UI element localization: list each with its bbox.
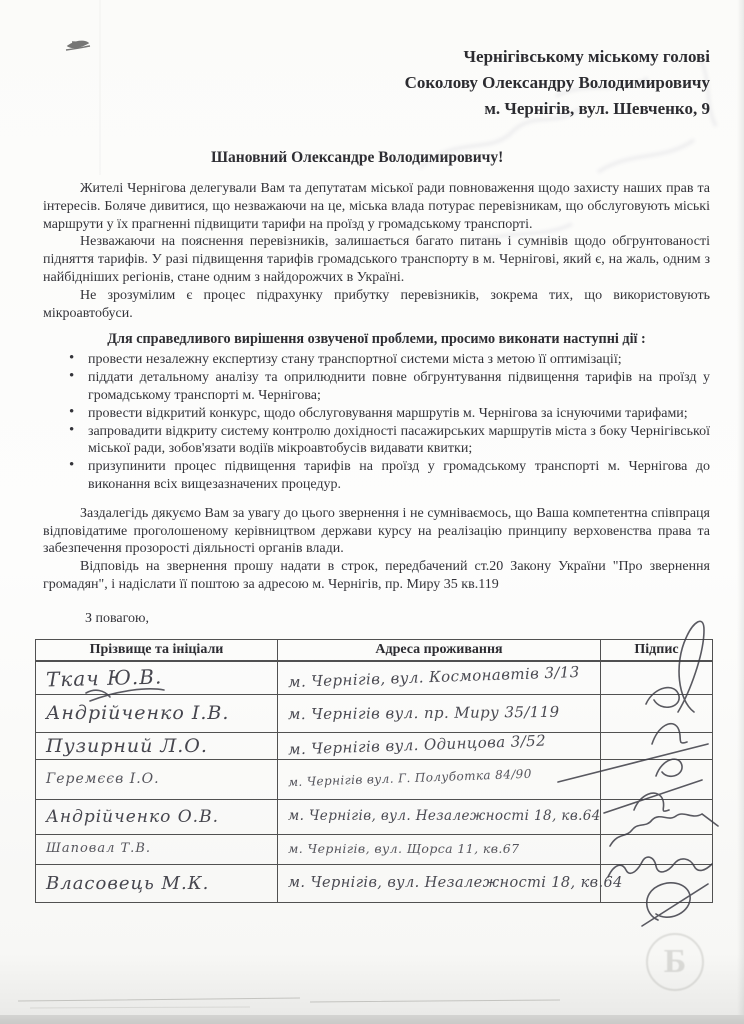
table-row bbox=[36, 759, 713, 799]
address-cell bbox=[278, 759, 601, 799]
scan-bottom-edge bbox=[0, 1015, 744, 1024]
demand-item: • провести незалежну експертизу стану транспортної системи міста з метою її оптимізації; bbox=[67, 351, 710, 369]
signature-cell bbox=[601, 694, 713, 732]
recipient-line: Соколову Олександру Володимировичу bbox=[404, 73, 710, 92]
table-row bbox=[36, 864, 713, 902]
paragraph: Заздалегідь дякуємо Вам за увагу до цього звернення і не сумніваємось, що Ваша компетентна співпраця відповідатиме проголошеному керівництвом держави курсу на реалізацію принципу верховенства права та забезпечення прозорості діяльності органів влади. bbox=[43, 505, 710, 557]
handwritten-address: м. Чернігів вул. Г. Полуботка 84/90 bbox=[287, 766, 532, 790]
address-cell bbox=[278, 799, 601, 834]
name-cell bbox=[36, 661, 278, 694]
salutation: Шановний Олександре Володимировичу! bbox=[211, 149, 504, 166]
address-cell bbox=[278, 694, 601, 732]
handwritten-name: Андрійченко І.В. bbox=[46, 702, 230, 725]
signature-cell bbox=[601, 799, 713, 834]
signature-cell bbox=[601, 834, 713, 864]
address-cell bbox=[278, 834, 601, 864]
address-cell bbox=[278, 864, 623, 902]
handwritten-address: м. Чернігів, вул. Незалежності 18, кв.64 bbox=[288, 874, 623, 891]
demands-list bbox=[43, 351, 710, 493]
handwritten-address: м. Чернігів вул. Одинцова 3/52 bbox=[287, 731, 547, 759]
name-cell bbox=[36, 732, 278, 759]
demand-item: • піддати детальному аналізу та оприлюднити повне обгрунтування підвищення тарифів на проїзд у громадському транспорті м. Чернігова; bbox=[67, 369, 710, 405]
signature-cell bbox=[601, 661, 713, 694]
column-header-signature: Підпис bbox=[601, 639, 713, 661]
handwritten-name: Геремєєв І.О. bbox=[46, 770, 160, 787]
handwritten-name: Андрійченко О.В. bbox=[46, 806, 219, 827]
table-row bbox=[36, 661, 713, 694]
name-cell bbox=[36, 799, 278, 834]
recipient-line: м. Чернігів, вул. Шевченко, 9 bbox=[484, 99, 710, 118]
table-row bbox=[36, 799, 713, 834]
name-cell bbox=[36, 834, 278, 864]
demands-heading: Для справедливого вирішення озвученої проблеми, просимо виконати наступні дії : bbox=[107, 331, 646, 348]
fold-lines bbox=[18, 998, 560, 1008]
paragraph: Незважаючи на пояснення перевізників, залишається багато питань і сумнівів щодо обгрунтованості підняття тарифів. У разі підвищення тарифів громадського транспорту в м. Чернігові, який є, на жаль, одним з найбідніших регіонів, стане одним з найдорожчих в Україні. bbox=[43, 234, 710, 285]
signature-table bbox=[35, 639, 713, 903]
handwritten-address: м. Чернігів, вул. Щорса 11, кв.67 bbox=[288, 840, 520, 856]
table-row bbox=[36, 694, 713, 732]
recipient-block bbox=[43, 0, 710, 122]
paragraph: Відповідь на звернення прошу надати в строк, передбачений ст.20 Закону України "Про звернення громадян", і надіслати її поштою за адресою м. Чернігів, пр. Миру 35 кв.119 bbox=[43, 559, 710, 592]
handwritten-name: Пузирний Л.О. bbox=[46, 734, 208, 757]
handwritten-address: м. Чернігів, вул. Незалежності 18, кв.64 bbox=[288, 808, 601, 825]
recipient-line: Чернігівському міському голові bbox=[463, 47, 710, 66]
table-row bbox=[36, 834, 713, 864]
address-cell bbox=[278, 732, 601, 759]
demand-item: • провести відкритий конкурс, щодо обслуговування маршрутів м. Чернігова за існуючими тарифами; bbox=[67, 405, 710, 423]
paragraph: Жителі Чернігова делегували Вам та депутатам міської ради повноваження щодо захисту наших прав та інтересів. Боляче дивитися, що незважаючи на це, міська влада потурає перевізникам, що обслуговують міські маршрути у їх прагненні підвищити тарифи на проїзд у громадському транспорті. bbox=[43, 181, 710, 232]
demand-item: • запровадити відкриту систему контролю дохідності пасажирських маршрутів міста з боку Чернігівської міської ради, зобов'язати водіїв мікроавтобусів видавати квитки; bbox=[67, 423, 710, 459]
demand-item: • призупинити процес підвищення тарифів на проїзд у громадському транспорті м. Чернігова до виконання всіх вищезазначених процедур. bbox=[67, 458, 710, 494]
table-row bbox=[36, 732, 713, 759]
name-cell bbox=[36, 759, 278, 799]
handwritten-name: Ткач Ю.В. bbox=[45, 664, 163, 692]
handwritten-address: м. Чернігів, вул. Космонавтів 3/13 bbox=[287, 663, 580, 692]
handwritten-name: Власовець М.К. bbox=[46, 872, 210, 894]
handwritten-name: Шаповал Т.В. bbox=[46, 841, 151, 857]
signoff: З повагою, bbox=[85, 610, 149, 626]
column-header-name: Прізвище та ініціали bbox=[36, 639, 278, 661]
paragraph: Не зрозумілим є процес підрахунку прибутку перевізників, зокрема тих, що використовують мікроавтобуси. bbox=[43, 287, 710, 321]
name-cell bbox=[36, 694, 278, 732]
address-cell bbox=[278, 661, 601, 694]
watermark-circle-b: Б bbox=[646, 933, 704, 991]
signature-cell bbox=[601, 732, 713, 759]
table-header-row bbox=[36, 639, 713, 661]
closing-block bbox=[43, 505, 710, 594]
handwritten-address: м. Чернігів вул. пр. Миру 35/119 bbox=[287, 702, 560, 723]
signature-cell bbox=[601, 759, 713, 799]
name-cell bbox=[36, 864, 278, 902]
column-header-address: Адреса проживання bbox=[278, 639, 601, 661]
letter-body bbox=[43, 180, 710, 322]
